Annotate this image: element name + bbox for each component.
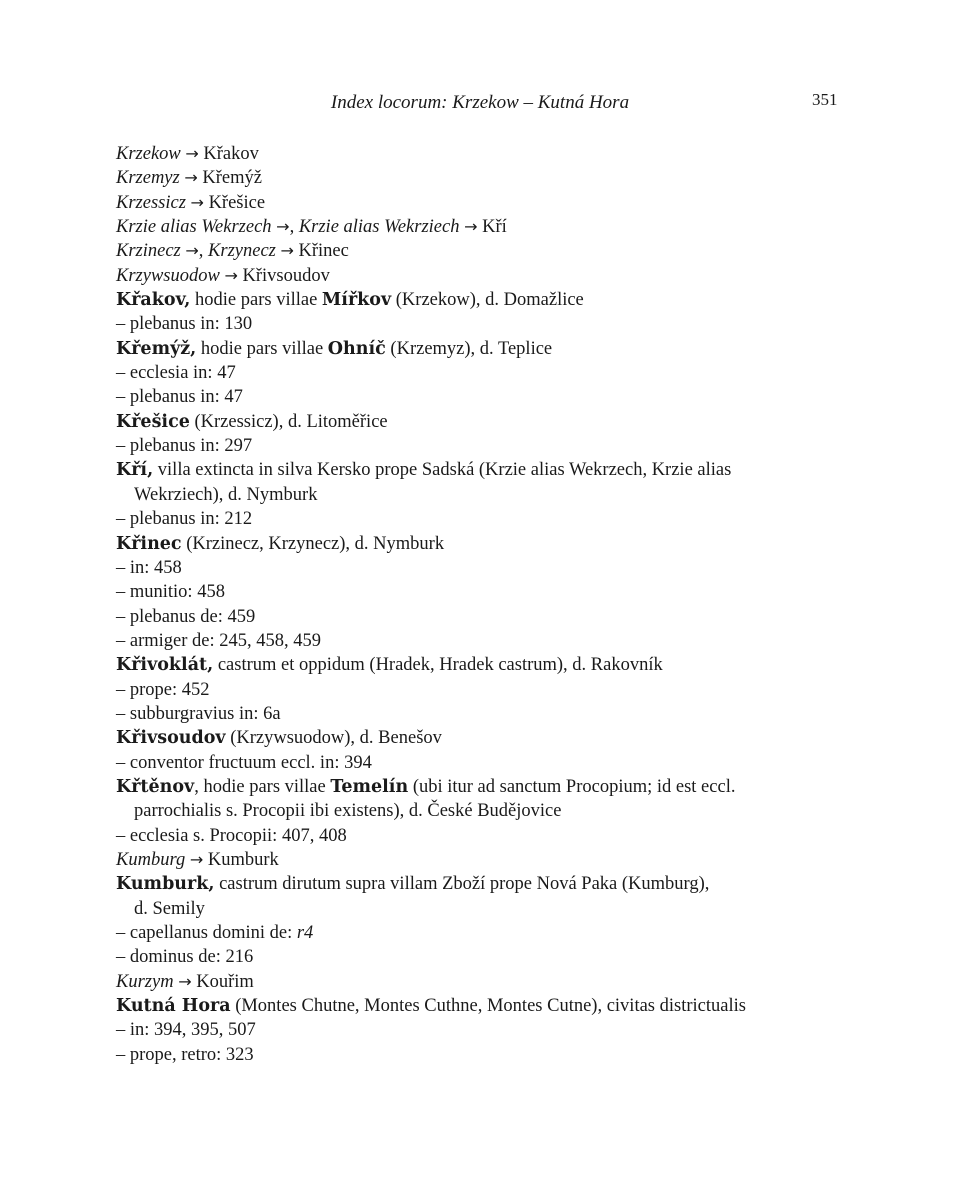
entry-sub: [116, 678, 816, 702]
see-arrow-icon: →: [276, 217, 290, 237]
entry-headword: Křivoklát,: [116, 655, 214, 676]
entry-sub: [116, 605, 816, 629]
entry-variant: Kurzym: [116, 971, 174, 992]
entry-text: – capellanus domini de:: [116, 923, 297, 943]
entry-text: – ecclesia in: 47: [116, 363, 236, 384]
entry-text: , hodie pars villae: [194, 776, 331, 797]
entry-text: Kumburk: [203, 849, 279, 870]
entry-krivoklat: [116, 653, 816, 677]
entry-krivsoudov: [116, 726, 816, 750]
entry-sub: [116, 385, 816, 409]
entry-text: (Montes Chutne, Montes Cuthne, Montes Cutne), civitas districtualis: [230, 996, 746, 1017]
entry-variant: Krzessicz: [116, 192, 186, 213]
entry-headword: Křivsoudov: [116, 728, 226, 749]
entry-text: castrum dirutum supra villam Zboží prope Nová Paka (Kumburg),: [214, 874, 710, 895]
entry-krzekow: [116, 142, 816, 166]
entry-kremyz: [116, 337, 816, 361]
entry-variant: Krzynecz: [208, 241, 276, 262]
entry-variant: Krzywsuodow: [116, 265, 220, 286]
see-arrow-icon: →: [185, 144, 199, 163]
entry-sub: [116, 751, 816, 775]
entry-text: Křinec: [293, 241, 349, 262]
entry-variant: r4: [296, 923, 314, 943]
entry-sub: [116, 1043, 816, 1067]
entry-variant: Krzinecz: [116, 241, 181, 262]
entry-sub: [116, 629, 816, 653]
entry-headword: Křtěnov: [116, 776, 195, 797]
entry-headword: Křinec: [116, 533, 182, 554]
entry-text: Křivsoudov: [237, 265, 330, 286]
entry-text: Kří: [477, 217, 507, 238]
entry-text: – conventor fructuum eccl. in: 394: [116, 752, 372, 773]
entry-text: Wekrziech), d. Nymburk: [134, 484, 318, 505]
entry-sub: [116, 312, 816, 336]
entry-krzie-alias-wekrzech: [116, 215, 816, 239]
entry-kresice: [116, 410, 816, 434]
entry-sub: [116, 824, 816, 848]
index-entries: [116, 142, 816, 1067]
entry-text: – plebanus in: 212: [116, 509, 253, 530]
entry-text: d. Semily: [134, 898, 205, 919]
see-arrow-icon: →: [464, 217, 478, 237]
entry-headword: Temelín: [330, 776, 409, 797]
entry-continuation: [116, 897, 816, 921]
entry-text: – in: 394, 395, 507: [116, 1020, 256, 1041]
entry-kurzym: [116, 970, 816, 994]
entry-text: – plebanus in: 130: [116, 314, 253, 335]
entry-sub: [116, 702, 816, 726]
entry-sub: [116, 1018, 816, 1042]
entry-text: (Krzywsuodow), d. Benešov: [225, 728, 442, 749]
entry-text: – prope, retro: 323: [116, 1044, 254, 1065]
entry-text: Křemýž: [197, 168, 262, 189]
entry-sub: [116, 945, 816, 969]
see-arrow-icon: →: [178, 971, 192, 991]
entry-text: – armiger de: 245, 458, 459: [116, 630, 321, 651]
entry-text: – dominus de: 216: [116, 947, 254, 968]
entry-continuation: [116, 483, 816, 507]
page-number: 351: [812, 90, 838, 109]
entry-text: (Krzemyz), d. Teplice: [385, 338, 553, 359]
entry-headword: Kří,: [116, 460, 154, 481]
entry-text: – munitio: 458: [116, 582, 225, 603]
entry-text: ,: [289, 217, 299, 238]
entry-headword: Křemýž,: [116, 338, 197, 359]
entry-continuation: [116, 799, 816, 823]
entry-text: hodie pars villae: [190, 290, 322, 311]
entry-kumburk: [116, 872, 816, 896]
entry-text: – subburgravius in: 6a: [116, 703, 281, 724]
entry-text: – in: 458: [116, 557, 182, 578]
entry-krzemyz: [116, 166, 816, 190]
entry-text: Křešice: [203, 192, 266, 213]
entry-headword: Křakov,: [116, 290, 191, 311]
entry-text: parrochialis s. Procopii ibi existens), d. České Budějovice: [134, 801, 562, 822]
entry-text: – plebanus in: 47: [116, 387, 243, 408]
entry-krinec: [116, 532, 816, 556]
see-arrow-icon: →: [184, 168, 198, 188]
entry-text: ,: [198, 241, 209, 262]
entry-headword: Mířkov: [321, 290, 392, 311]
entry-krzessicz: [116, 191, 816, 215]
entry-kutna-hora: [116, 994, 816, 1018]
entry-headword: Ohníč: [327, 338, 386, 359]
see-arrow-icon: →: [190, 192, 204, 212]
entry-sub: [116, 361, 816, 385]
entry-kumburg: [116, 848, 816, 872]
see-arrow-icon: →: [224, 265, 238, 285]
entry-sub: [116, 507, 816, 531]
see-arrow-icon: →: [189, 849, 204, 869]
entry-text: Kouřim: [191, 971, 254, 992]
running-title: Index locorum: Krzekow – Kutná Hora: [330, 92, 630, 113]
entry-text: – prope: 452: [116, 679, 210, 700]
entry-text: castrum et oppidum (Hradek, Hradek castrum), d. Rakovník: [213, 655, 663, 676]
entry-variant: Krzie alias Wekrzech: [116, 217, 272, 238]
entry-text: Křakov: [198, 144, 259, 164]
entry-headword: Kumburk,: [116, 874, 215, 895]
entry-krtenov: [116, 775, 816, 799]
entry-headword: Křešice: [116, 411, 190, 432]
entry-sub: [116, 556, 816, 580]
entry-sub: [116, 580, 816, 604]
entry-text: – ecclesia s. Procopii: 407, 408: [116, 825, 347, 846]
see-arrow-icon: →: [280, 241, 294, 261]
entry-text: (Krzekow), d. Domažlice: [391, 290, 584, 311]
entry-headword: Kutná Hora: [116, 996, 231, 1017]
entry-kri: [116, 458, 816, 482]
entry-krzinecz: [116, 239, 816, 263]
entry-text: (Krzessicz), d. Litoměřice: [189, 411, 388, 432]
entry-text: – plebanus in: 297: [116, 436, 253, 457]
entry-text: – plebanus de: 459: [116, 606, 256, 627]
entry-sub: [116, 434, 816, 458]
entry-variant: Krzekow: [116, 144, 181, 164]
entry-variant: Krzemyz: [116, 168, 180, 189]
entry-variant: Krzie alias Wekrziech: [298, 217, 460, 238]
entry-text: villa extincta in silva Kersko prope Sadská (Krzie alias Wekrzech, Krzie alias: [153, 460, 732, 481]
entry-text: (ubi itur ad sanctum Procopium; id est eccl.: [408, 776, 736, 797]
entry-sub: [116, 921, 816, 945]
see-arrow-icon: →: [185, 241, 199, 261]
entry-krakov: [116, 288, 816, 312]
entry-text: (Krzinecz, Krzynecz), d. Nymburk: [181, 533, 445, 554]
entry-text: hodie pars villae: [196, 338, 328, 359]
entry-krzywsuodow: [116, 264, 816, 288]
entry-variant: Kumburg: [116, 849, 186, 870]
